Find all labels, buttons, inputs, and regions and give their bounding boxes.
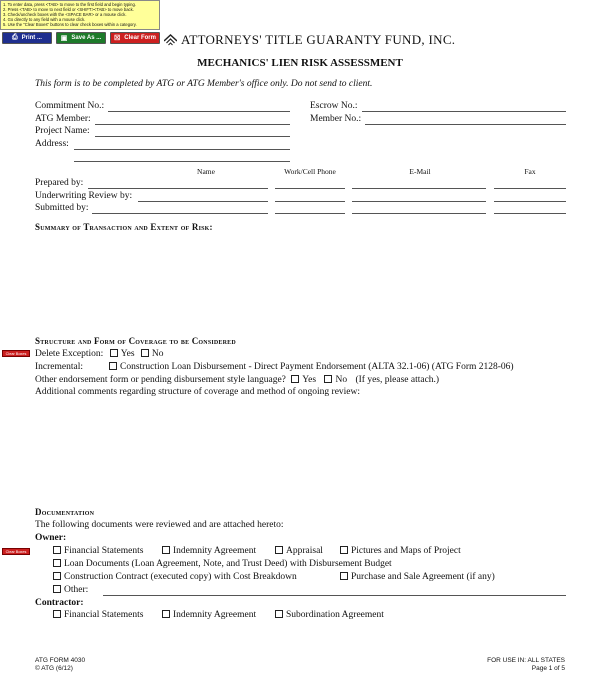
- page-number: Page 1 of 5: [531, 664, 565, 672]
- submitted-by-email-field[interactable]: [352, 213, 486, 214]
- address-field-1[interactable]: [74, 149, 290, 150]
- member-no-label: Member No.:: [310, 114, 362, 124]
- roof-logo-icon: [164, 34, 177, 46]
- owner-financial-checkbox[interactable]: [53, 546, 61, 554]
- copyright: © ATG (6/12): [35, 664, 73, 672]
- underwriting-email-field[interactable]: [352, 201, 486, 202]
- instruction-line: 4. Go directly to any field with a mouse click.: [3, 17, 86, 22]
- owner-doc-appraisal: [275, 546, 323, 556]
- prepared-by-name-field[interactable]: [88, 188, 268, 189]
- printer-icon: ⎙: [12, 34, 18, 41]
- address-label: Address:: [35, 139, 69, 149]
- documentation-heading: Documentation: [35, 507, 95, 517]
- page-title: MECHANICS' LIEN RISK ASSESSMENT: [197, 57, 403, 69]
- underwriting-review-label: Underwriting Review by:: [35, 191, 133, 201]
- other-endorsement-no-checkbox[interactable]: [324, 375, 332, 383]
- no-label: No: [335, 375, 348, 385]
- submitted-by-phone-field[interactable]: [275, 213, 345, 214]
- yes-label: Yes: [120, 349, 135, 359]
- if-yes-note: (If yes, please attach.): [355, 375, 440, 385]
- underwriting-fax-field[interactable]: [494, 201, 566, 202]
- other-endorsement-yes-checkbox[interactable]: [291, 375, 299, 383]
- intro-note: This form is to be completed by ATG or ATG Member's office only. Do not send to client.: [35, 79, 373, 89]
- underwriting-phone-field[interactable]: [275, 201, 345, 202]
- company-logo: [164, 32, 455, 48]
- contractor-financial-checkbox[interactable]: [53, 610, 61, 618]
- additional-comments-label: Additional comments regarding structure of coverage and method of ongoing review:: [35, 387, 361, 397]
- save-icon: ▣: [60, 35, 68, 42]
- owner-doc-indemnity: [162, 546, 256, 556]
- summary-text-area[interactable]: [35, 236, 565, 326]
- documentation-clear-boxes-button[interactable]: Clear Boxes: [2, 548, 30, 555]
- clear-button-label: Clear Form: [124, 35, 156, 41]
- summary-heading: Summary of Transaction and Extent of Risk:: [35, 222, 213, 232]
- delete-exception-label: Delete Exception:: [35, 349, 104, 359]
- member-no-field[interactable]: [365, 124, 566, 125]
- owner-other-field[interactable]: [103, 595, 566, 596]
- instruction-line: 5. Use the "Clear Boxes" buttons to clear check boxes within a category.: [3, 22, 137, 27]
- owner-construction-checkbox[interactable]: [53, 572, 61, 580]
- contractor-doc-subordination: [275, 610, 384, 620]
- contractor-indemnity-label: Indemnity Agreement: [173, 610, 257, 620]
- owner-appraisal-checkbox[interactable]: [275, 546, 283, 554]
- form-number: ATG FORM 4030: [35, 657, 86, 664]
- prepared-by-label: Prepared by:: [35, 178, 84, 188]
- delete-exception-no-checkbox[interactable]: [141, 349, 149, 357]
- commitment-field[interactable]: [108, 111, 290, 112]
- contractor-doc-financial: [53, 610, 143, 620]
- owner-financial-label: Financial Statements: [64, 546, 144, 556]
- project-name-field[interactable]: [95, 136, 290, 137]
- prepared-by-email-field[interactable]: [352, 188, 486, 189]
- contractor-financial-label: Financial Statements: [64, 610, 144, 620]
- incremental-label: Incremental:: [35, 362, 84, 372]
- yes-label: Yes: [302, 375, 317, 385]
- structure-heading: Structure and Form of Coverage to be Considered: [35, 336, 236, 346]
- escrow-field[interactable]: [362, 111, 566, 112]
- contractor-subordination-checkbox[interactable]: [275, 610, 283, 618]
- owner-appraisal-label: Appraisal: [286, 546, 323, 556]
- delete-exception-yes-checkbox[interactable]: [110, 349, 118, 357]
- instruction-line: 2. Press <TAB> to move to next field or <SHIFT><TAB> to move back.: [3, 7, 134, 12]
- clear-form-button[interactable]: [110, 32, 160, 44]
- instruction-line: 1. To enter data, press <TAB> to move to the first field and begin typing.: [3, 2, 136, 7]
- additional-comments-area[interactable]: [35, 400, 565, 495]
- owner-doc-pictures: [340, 546, 461, 556]
- contractor-doc-indemnity: [162, 610, 256, 620]
- owner-doc-loan: [53, 559, 392, 569]
- owner-doc-other: [53, 585, 88, 595]
- owner-indemnity-checkbox[interactable]: [162, 546, 170, 554]
- instruction-line: 3. Check/uncheck boxes with the <SPACE BAR> or a mouse click.: [3, 12, 127, 17]
- owner-doc-construction: [53, 572, 297, 582]
- other-endorsement-label: Other endorsement form or pending disbursement style language?: [35, 375, 286, 385]
- contractor-subordination-label: Subordination Agreement: [286, 610, 384, 620]
- submitted-by-label: Submitted by:: [35, 203, 89, 213]
- print-button[interactable]: [2, 32, 52, 44]
- print-button-label: Print ...: [21, 35, 42, 41]
- owner-other-label: Other:: [64, 585, 89, 595]
- documentation-intro: The following documents were reviewed and are attached hereto:: [35, 520, 284, 530]
- no-label: No: [151, 349, 164, 359]
- company-name: ATTORNEYS' TITLE GUARANTY FUND, INC.: [181, 32, 456, 47]
- instructions-box: [0, 0, 160, 30]
- footer-right: [487, 657, 565, 672]
- owner-construction-label: Construction Contract (executed copy) with Cost Breakdown: [64, 572, 297, 582]
- address-field-2[interactable]: [74, 161, 290, 162]
- submitted-by-name-field[interactable]: [92, 213, 268, 214]
- save-as-button[interactable]: [56, 32, 106, 44]
- owner-purchase-checkbox[interactable]: [340, 572, 348, 580]
- incremental-option-label: Construction Loan Disbursement - Direct Payment Endorsement (ALTA 32.1-06) (ATG Form 2128-06): [120, 362, 514, 372]
- column-header-email: E-Mail: [409, 167, 431, 176]
- atg-member-field[interactable]: [95, 124, 290, 125]
- structure-clear-boxes-button[interactable]: Clear Boxes: [2, 350, 30, 357]
- footer-left: [35, 657, 85, 672]
- owner-indemnity-label: Indemnity Agreement: [173, 546, 257, 556]
- underwriting-name-field[interactable]: [138, 201, 268, 202]
- owner-doc-financial: [53, 546, 143, 556]
- save-button-label: Save As ...: [71, 35, 102, 41]
- contractor-label: Contractor:: [35, 598, 84, 608]
- owner-loan-checkbox[interactable]: [53, 559, 61, 567]
- owner-doc-purchase: [340, 572, 495, 582]
- incremental-option-row: [109, 362, 514, 372]
- owner-other-checkbox[interactable]: [53, 585, 61, 593]
- project-name-label: Project Name:: [35, 126, 90, 136]
- column-header-phone: Work/Cell Phone: [284, 167, 336, 176]
- commitment-label: Commitment No.:: [35, 101, 105, 111]
- escrow-label: Escrow No.:: [310, 101, 358, 111]
- incremental-checkbox[interactable]: [109, 362, 117, 370]
- column-header-fax: Fax: [524, 167, 536, 176]
- owner-pictures-checkbox[interactable]: [340, 546, 348, 554]
- prepared-by-fax-field[interactable]: [494, 188, 566, 189]
- atg-member-label: ATG Member:: [35, 114, 91, 124]
- submitted-by-fax-field[interactable]: [494, 213, 566, 214]
- clear-icon: ☒: [114, 35, 121, 42]
- owner-purchase-label: Purchase and Sale Agreement (if any): [351, 572, 495, 582]
- column-header-name: Name: [197, 167, 215, 176]
- other-endorsement-row: [35, 375, 439, 385]
- contractor-indemnity-checkbox[interactable]: [162, 610, 170, 618]
- owner-loan-label: Loan Documents (Loan Agreement, Note, and Trust Deed) with Disbursement Budget: [64, 559, 392, 569]
- owner-pictures-label: Pictures and Maps of Project: [351, 546, 461, 556]
- prepared-by-phone-field[interactable]: [275, 188, 345, 189]
- owner-label: Owner:: [35, 533, 67, 543]
- delete-exception-row: [35, 349, 164, 359]
- use-states: FOR USE IN: ALL STATES: [487, 657, 565, 664]
